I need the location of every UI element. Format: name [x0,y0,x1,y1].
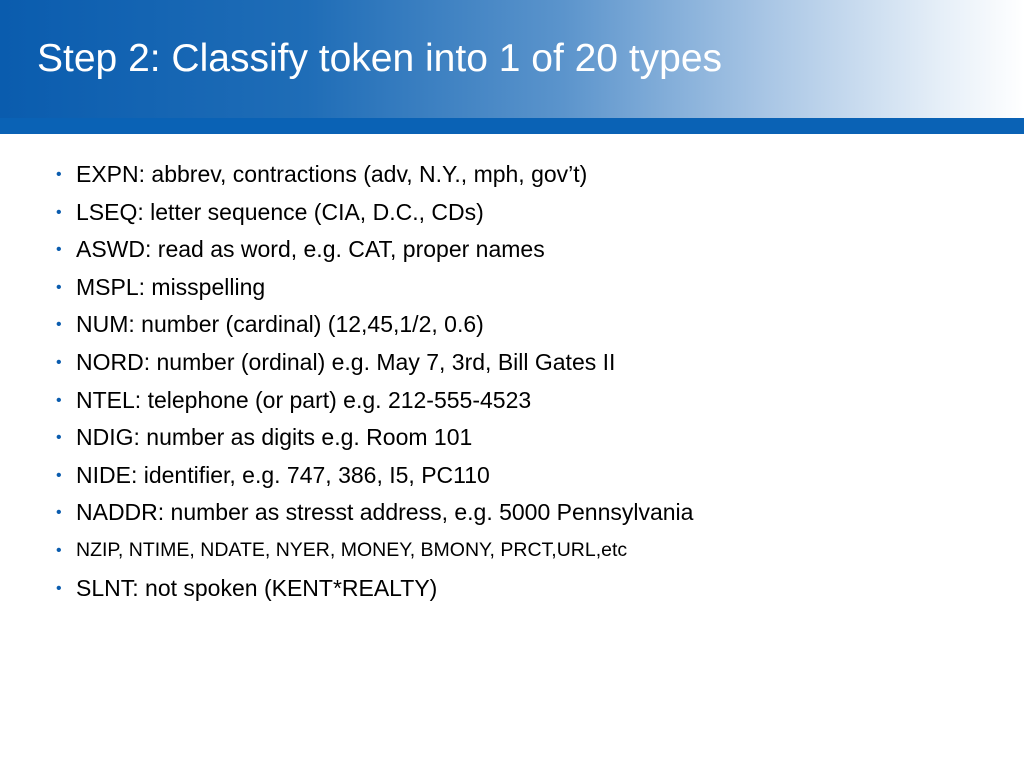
bullet-text: NDIG: number as digits e.g. Room 101 [76,424,473,451]
bullet-item-other-types [56,532,693,570]
bullet-text: NIDE: identifier, e.g. 747, 386, I5, PC110 [76,461,490,488]
bullet-item-nide [56,457,693,495]
bullet-item-expn [56,156,693,194]
bullet-text: NZIP, NTIME, NDATE, NYER, MONEY, BMONY, PRCT,URL,etc [76,538,628,561]
bullet-item-aswd [56,231,693,269]
bullet-item-naddr [56,494,693,532]
bullet-dot-icon: • [56,203,62,221]
bullet-text: NADDR: number as stresst address, e.g. 5000 Pennsylvania [76,499,694,526]
bullet-text: SLNT: not spoken (KENT*REALTY) [76,574,438,601]
bullet-dot-icon: • [56,541,62,559]
bullet-dot-icon: • [56,504,62,522]
bullet-text: NTEL: telephone (or part) e.g. 212-555-4523 [76,386,532,413]
bullet-dot-icon: • [56,241,62,259]
bullet-item-nord [56,344,693,382]
title-underline-bar [0,118,1024,134]
bullet-text: LSEQ: letter sequence (CIA, D.C., CDs) [76,198,484,225]
bullet-dot-icon: • [56,579,62,597]
bullet-dot-icon: • [56,466,62,484]
bullet-item-slnt [56,570,693,608]
bullet-item-num [56,306,693,344]
bullet-text: NORD: number (ordinal) e.g. May 7, 3rd, Bill Gates II [76,348,616,375]
bullet-item-ndig [56,419,693,457]
bullet-dot-icon: • [56,429,62,447]
bullet-list [56,156,693,607]
bullet-item-ntel [56,382,693,420]
bullet-text: ASWD: read as word, e.g. CAT, proper names [76,236,545,263]
bullet-dot-icon: • [56,166,62,183]
slide-title: Step 2: Classify token into 1 of 20 types [37,37,723,80]
bullet-item-mspl [56,269,693,307]
bullet-text: NUM: number (cardinal) (12,45,1/2, 0.6) [76,311,484,338]
bullet-dot-icon: • [56,391,62,409]
bullet-item-lseq [56,194,693,232]
bullet-text: EXPN: abbrev, contractions (adv, N.Y., mph, gov’t) [76,161,588,187]
bullet-dot-icon: • [56,316,62,334]
bullet-dot-icon: • [56,353,62,371]
bullet-text: MSPL: misspelling [76,273,266,300]
bullet-dot-icon: • [56,278,62,296]
